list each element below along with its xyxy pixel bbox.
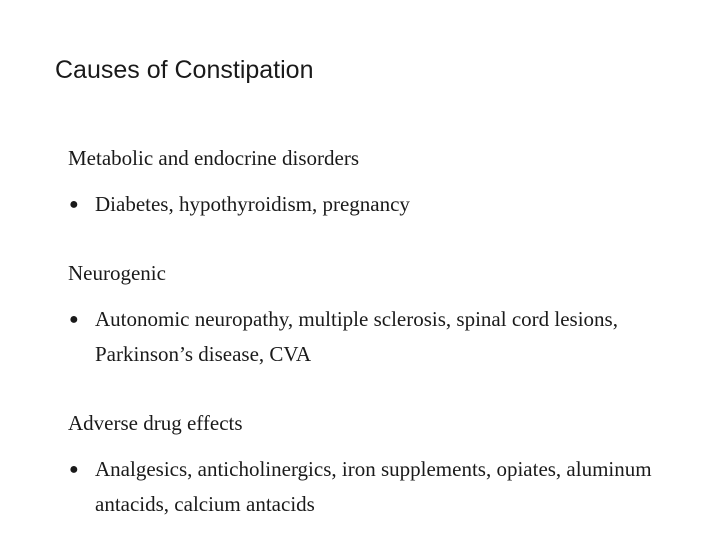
bullet-text: Autonomic neuropathy, multiple sclerosis, spinal cord lesions, Parkinson’s disease, CVA — [95, 307, 618, 366]
section-heading: Neurogenic — [68, 261, 166, 285]
bullet-dot-icon: ● — [69, 311, 79, 328]
bullet-item — [68, 452, 668, 522]
bullet-text: Analgesics, anticholinergics, iron supplements, opiates, aluminum antacids, calcium antacids — [95, 457, 652, 516]
section-adverse-drug-effects — [68, 410, 668, 522]
section-heading: Metabolic and endocrine disorders — [68, 146, 359, 170]
section-heading: Adverse drug effects — [68, 411, 243, 435]
bullet-item — [68, 187, 668, 222]
bullet-item — [68, 302, 668, 372]
section-neurogenic — [68, 260, 668, 372]
bullet-dot-icon: ● — [69, 461, 79, 478]
bullet-text: Diabetes, hypothyroidism, pregnancy — [95, 192, 410, 216]
slide-title: Causes of Constipation — [55, 56, 314, 84]
bullet-dot-icon: ● — [69, 196, 79, 213]
section-metabolic-endocrine — [68, 145, 668, 222]
